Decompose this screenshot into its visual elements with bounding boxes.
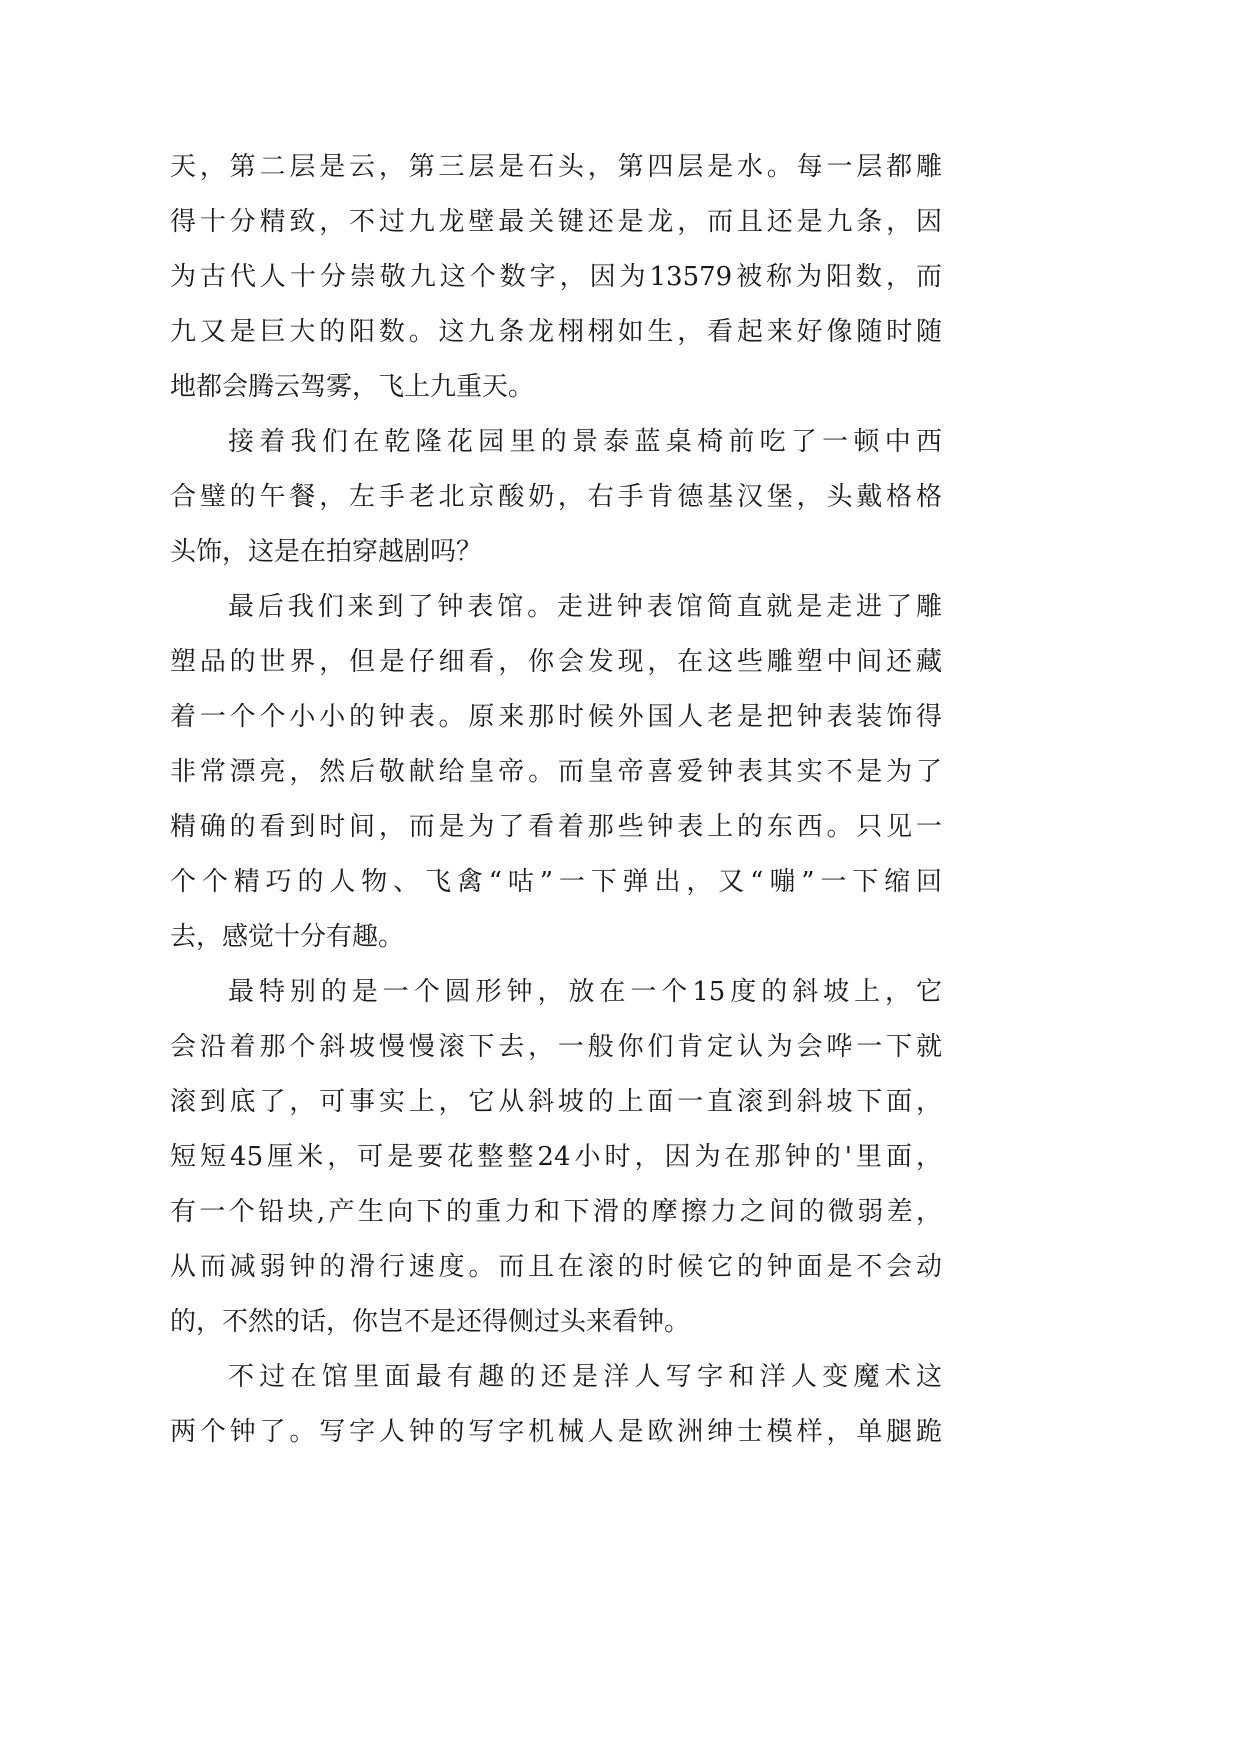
text-line: 去，感觉十分有趣。: [170, 922, 405, 952]
text-line: 地都会腾云驾雾，飞上九重天。: [170, 372, 535, 402]
text-line: 九又是巨大的阳数。这九条龙栩栩如生，看起来好像随时随: [170, 317, 942, 347]
text-line: 最特别的是一个圆形钟，放在一个15度的斜坡上，它: [228, 977, 942, 1007]
text-line: 合璧的午餐，左手老北京酸奶，右手肯德基汉堡，头戴格格: [170, 482, 942, 512]
text-line: 天，第二层是云，第三层是石头，第四层是水。每一层都雕: [170, 152, 942, 182]
text-line: 短短45厘米，可是要花整整24小时，因为在那钟的'里面，: [170, 1142, 942, 1172]
text-line: 最后我们来到了钟表馆。走进钟表馆简直就是走进了雕: [228, 592, 942, 622]
text-line: 有一个铅块,产生向下的重力和下滑的摩擦力之间的微弱差，: [170, 1197, 942, 1227]
body-text: [170, 140, 942, 1460]
text-line: 接着我们在乾隆花园里的景泰蓝桌椅前吃了一顿中西: [228, 427, 942, 457]
text-line: 非常漂亮，然后敬献给皇帝。而皇帝喜爱钟表其实不是为了: [170, 757, 942, 787]
text-line: 滚到底了，可事实上，它从斜坡的上面一直滚到斜坡下面，: [170, 1087, 942, 1117]
text-line: 从而减弱钟的滑行速度。而且在滚的时候它的钟面是不会动: [170, 1252, 942, 1282]
text-line: 着一个个小小的钟表。原来那时候外国人老是把钟表装饰得: [170, 702, 942, 732]
text-line: 头饰，这是在拍穿越剧吗？: [170, 537, 483, 567]
text-line: 两个钟了。写字人钟的写字机械人是欧洲绅士模样，单腿跪: [170, 1417, 942, 1447]
text-line: 会沿着那个斜坡慢慢滚下去，一般你们肯定认为会哗一下就: [170, 1032, 942, 1062]
text-line: 塑品的世界，但是仔细看，你会发现，在这些雕塑中间还藏: [170, 647, 942, 677]
text-line: 精确的看到时间，而是为了看着那些钟表上的东西。只见一: [170, 812, 942, 842]
text-line: 得十分精致，不过九龙壁最关键还是龙，而且还是九条，因: [170, 207, 942, 237]
text-line: 个个精巧的人物、飞禽“咕”一下弹出，又“嘣”一下缩回: [170, 867, 942, 897]
text-line: 为古代人十分崇敬九这个数字，因为13579被称为阳数，而: [170, 262, 942, 292]
text-line: 不过在馆里面最有趣的还是洋人写字和洋人变魔术这: [228, 1362, 942, 1392]
text-line: 的，不然的话，你岂不是还得侧过头来看钟。: [170, 1307, 691, 1337]
